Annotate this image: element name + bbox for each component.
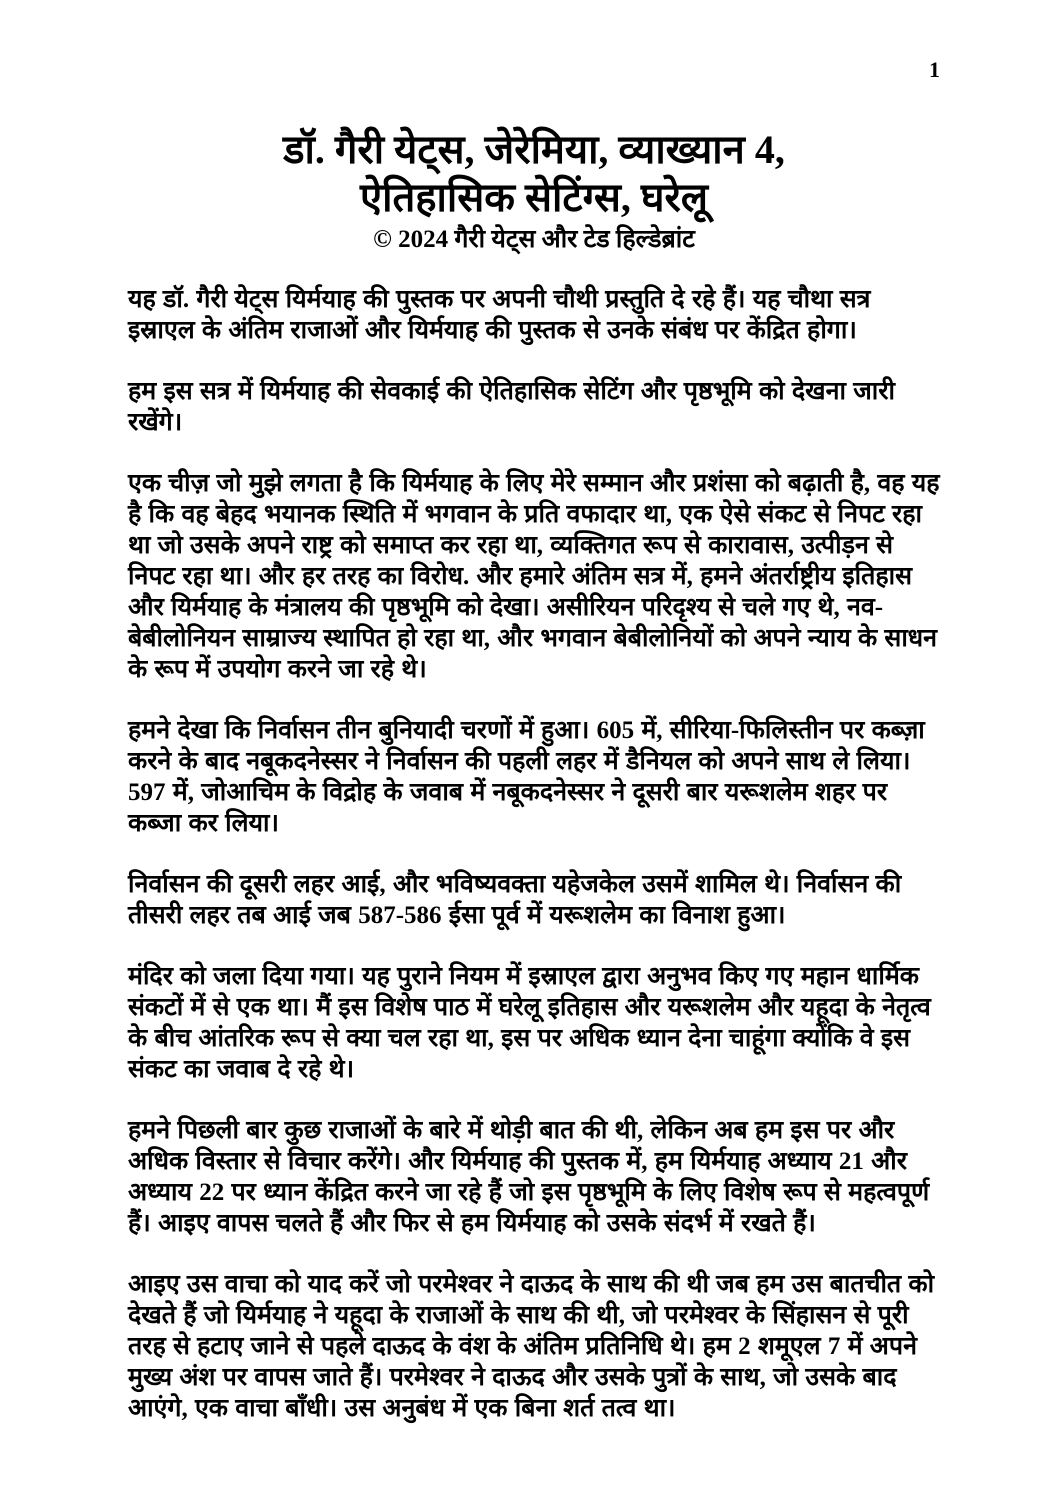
title-line-2: ऐतिहासिक सेटिंग्स, घरेलू (360, 175, 708, 220)
copyright-line: © 2024 गैरी येट्स और टेड हिल्डेब्रांट (373, 226, 695, 253)
paragraph-jeremiah-admiration: एक चीज़ जो मुझे लगता है कि यिर्मयाह के लिए मेरे सम्मान और प्रशंसा को बढ़ाती है, वह यह है कि वह बेहद भयानक स्थिति में भगवान के प्रति वफादार था, एक ऐसे संकट से निपट रहा था जो उसके अपने राष्ट्र को समाप्त कर रहा था, व्यक्तिगत रूप से कारावास, उत्पीड़न से निपट रहा था। और हर तरह का विरोध. और हमारे अंतिम सत्र में, हमने अंतर्राष्ट्रीय इतिहास और यिर्मयाह के मंत्रालय की पृष्ठभूमि को देखा। असीरियन परिदृश्य से चले गए थे, नव-बेबीलोनियन साम्राज्य स्थापित हो रहा था, और भगवान बेबीलोनियों को अपने न्याय के साधन के रूप में उपयोग करने जा रहे थे। (128, 470, 940, 683)
paragraph-temple-burned: मंदिर को जला दिया गया। यह पुराने नियम में इस्राएल द्वारा अनुभव किए गए महान धार्मिक संकटों में से एक था। मैं इस विशेष पाठ में घरेलू इतिहास और यरूशलेम और यहूदा के नेतृत्व के बीच आंतरिक रूप से क्या चल रहा था, इस पर अधिक ध्यान देना चाहूंगा क्योंकि वे इस संकट का जवाब दे रहे थे। (128, 963, 931, 1083)
paragraph-exile-phases: हमने देखा कि निर्वासन तीन बुनियादी चरणों में हुआ। 605 में, सीरिया-फिलिस्तीन पर कब्ज़ा करने के बाद नबूकदनेस्सर ने निर्वासन की पहली लहर में डैनियल को अपने साथ ले लिया। 597 में, जोआचिम के विद्रोह के जवाब में नबूकदनेस्सर ने दूसरी बार यरूशलेम शहर पर कब्जा कर लिया। (128, 717, 925, 837)
paragraph-davidic-covenant: आइए उस वाचा को याद करें जो परमेश्वर ने दाऊद के साथ की थी जब हम उस बातचीत को देखते हैं जो यिर्मयाह ने यहूदा के राजाओं के साथ की थी, जो परमेश्वर के सिंहासन से पूरी तरह से हटाए जाने से पहले दाऊद के वंश के अंतिम प्रतिनिधि थे। हम 2 शमूएल 7 में अपने मुख्य अंश पर वापस जाते हैं। परमेश्वर ने दाऊद और उसके पुत्रों के साथ, जो उसके बाद आएंगे, एक वाचा बाँधी। उस अनुबंध में एक बिना शर्त तत्व था। (128, 1271, 935, 1422)
page-number: 1 (929, 57, 940, 82)
title-line-1: डॉ. गैरी येट्स, जेरेमिया, व्याख्यान 4, (283, 127, 785, 172)
paragraph-session-overview: हम इस सत्र में यिर्मयाह की सेवकाई की ऐतिहासिक सेटिंग और पृष्ठभूमि को देखना जारी रखेंगे। (128, 378, 895, 436)
paragraph-intro: यह डॉ. गैरी येट्स यिर्मयाह की पुस्तक पर अपनी चौथी प्रस्तुति दे रहे हैं। यह चौथा सत्र इस्राएल के अंतिम राजाओं और यिर्मयाह की पुस्तक से उनके संबंध पर केंद्रित होगा। (128, 286, 871, 344)
document-title (128, 126, 940, 222)
paragraph-kings-detail: हमने पिछली बार कुछ राजाओं के बारे में थोड़ी बात की थी, लेकिन अब हम इस पर और अधिक विस्तार से विचार करेंगे। और यिर्मयाह की पुस्तक में, हम यिर्मयाह अध्याय 21 और अध्याय 22 पर ध्यान केंद्रित करने जा रहे हैं जो इस पृष्ठभूमि के लिए विशेष रूप से महत्वपूर्ण हैं। आइए वापस चलते हैं और फिर से हम यिर्मयाह को उसके संदर्भ में रखते हैं। (128, 1117, 930, 1237)
paragraph-exile-waves: निर्वासन की दूसरी लहर आई, और भविष्यवक्ता यहेजकेल उसमें शामिल थे। निर्वासन की तीसरी लहर तब आई जब 587-586 ईसा पूर्व में यरूशलेम का विनाश हुआ। (128, 871, 902, 929)
